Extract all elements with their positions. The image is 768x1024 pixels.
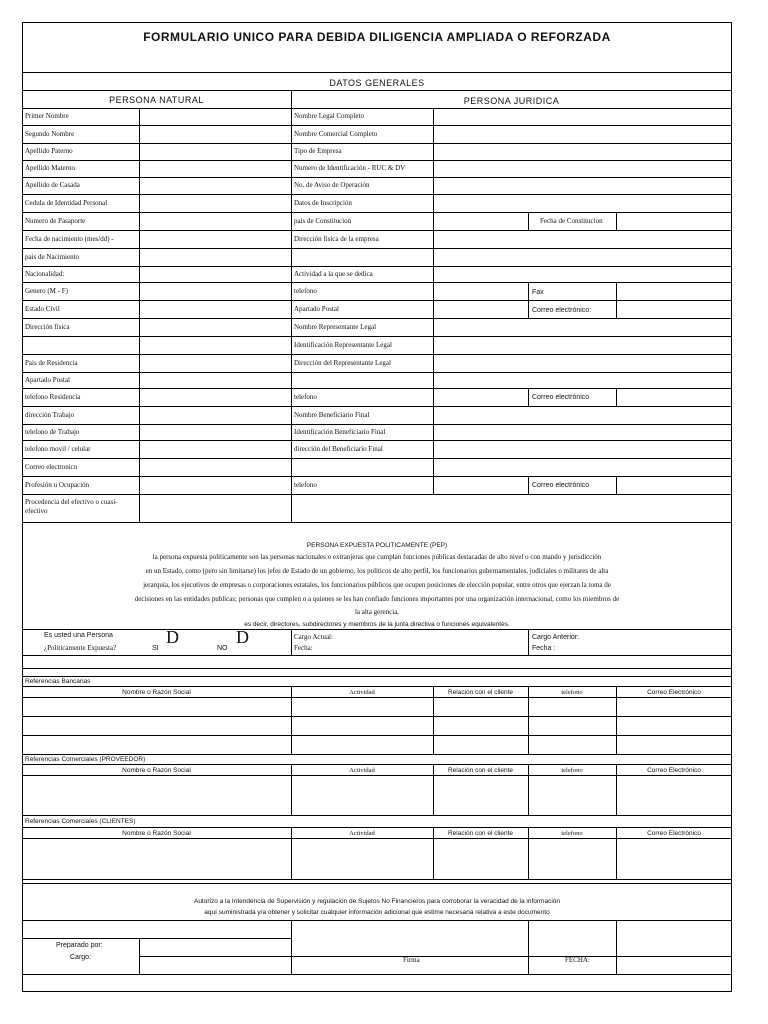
natural-field-input[interactable] <box>140 249 290 266</box>
ref-column-header: Nombre o Razón Social <box>122 689 191 696</box>
natural-field-input[interactable] <box>140 355 290 372</box>
juridica-field-input[interactable] <box>434 407 527 424</box>
natural-field-label: Dirección física <box>25 322 70 331</box>
autorizo-text-1: Autorizo a la Intendencia de Supervisión y regulación de Sujetos No Financieros para corroborar la veracidad de la información <box>193 898 560 905</box>
juridica-field-label: telefono <box>294 480 317 489</box>
juridica-field-input[interactable] <box>434 425 527 440</box>
pep-text-3: jerarquía, los ejecutivos de empresas o corporaciones estatales, los funcionarios públicos que ocupen posiciones de elección popular, entre otros que ejerzan la toma de <box>143 581 611 589</box>
juridica-field-input[interactable] <box>434 267 527 282</box>
juridica-field-label: Datos de Inscripción <box>294 198 352 207</box>
juridica-field-input[interactable] <box>434 178 527 194</box>
fecha-anterior-label: Fecha : <box>532 645 556 652</box>
natural-field-label: Nacionalidad: <box>25 269 65 278</box>
pep-text-1: la persona expuesta politicamente son las personas nacionales o extranjeras que cumplan funciones públicas destacadas de alto nivel o con mando y jurisdicción <box>152 553 602 561</box>
cargo-actual-label: Cargo Actual: <box>294 633 333 641</box>
natural-field-input[interactable] <box>140 373 290 388</box>
ref-column-header: Actividad <box>349 830 375 837</box>
juridica-field-label: pais de Constitucion <box>294 216 352 225</box>
ref-column-header: Nombre o Razón Social <box>122 767 191 774</box>
juridica-field-label: Tipo de Empresa <box>294 147 342 155</box>
juridica-field-input[interactable] <box>434 213 527 230</box>
natural-field-label: Apellido Paterno <box>25 147 73 155</box>
juridica-field-input[interactable] <box>434 337 527 354</box>
persona-natural-header: PERSONA NATURAL <box>109 95 204 105</box>
natural-field-label: pais de Nacimiento <box>25 252 80 261</box>
juridica-field-input[interactable] <box>434 389 527 406</box>
ref-column-header: Actividad <box>349 767 375 774</box>
natural-field-input[interactable] <box>140 459 290 476</box>
juridica-field-label: Nombre Beneficiario Final <box>294 410 370 419</box>
ref-column-header: Actividad <box>349 689 375 696</box>
natural-field-input[interactable] <box>140 267 290 282</box>
fecha-actual-label: Fecha: <box>294 644 313 652</box>
natural-field-input[interactable] <box>140 441 290 458</box>
ref-column-header: Relación con el cliente <box>447 767 514 774</box>
juridica-field-label: Dirección física de la empresa <box>294 234 379 243</box>
autorizo-text-2: aquí suministrada y/a obtener y solicitar cualquier información adicional que estime necesaria relativa a este documento <box>204 909 550 916</box>
fax-label: Fax <box>532 289 544 296</box>
natural-field-label: telefono movil / celular <box>25 444 91 453</box>
juridica-field-input[interactable] <box>434 195 527 212</box>
juridica-field-label: dirección del Beneficiario Final <box>294 444 383 453</box>
preparado-label: Preparado por: <box>56 942 103 949</box>
natural-field-input[interactable] <box>140 477 290 494</box>
natural-field-label: Estado Civil <box>25 304 60 313</box>
natural-field-label: Pais de Residencia <box>25 358 78 367</box>
pep-no-label: NO <box>217 645 228 652</box>
natural-field-input[interactable] <box>140 126 290 143</box>
juridica-field-label: Numero de Identificación - RUC & DV <box>294 164 406 172</box>
pep-question-2: ¿Politicamente Expuesta? <box>44 644 117 652</box>
natural-field-label: Apartado Postal <box>25 375 70 384</box>
natural-field-input[interactable] <box>140 161 290 177</box>
natural-field-input[interactable] <box>140 389 290 406</box>
ref-clientes-title: Referencias Comerciales (CLIENTES) <box>25 818 136 825</box>
juridica-field-input[interactable] <box>434 319 527 336</box>
natural-field-input[interactable] <box>140 337 290 354</box>
juridica-field-input[interactable] <box>434 373 527 388</box>
pep-text-4: decisiones en las entidades publicas; personas que cumplen o a quienes se les han confiado funciones importantes por una organización internacional, como los miembros de <box>134 595 620 603</box>
ref-column-header: Correo Electrónico <box>647 767 701 774</box>
natural-field-label: Primer Nombre <box>25 112 69 120</box>
natural-field-input[interactable] <box>140 283 290 300</box>
juridica-field-label: Nombre Comercial Completo <box>294 129 378 138</box>
juridica-field-label: Dirección del Representante Legal <box>294 358 391 367</box>
natural-field-input[interactable] <box>140 178 290 194</box>
correo-label-1: Correo electrónico: <box>532 307 592 314</box>
juridica-field-label: Identificación Representante Legal <box>294 340 392 349</box>
pep-question-1: Es usted una Persona <box>44 632 113 639</box>
firma-label: Firma <box>403 956 420 964</box>
ref-column-header: Nombre o Razón Social <box>122 830 191 837</box>
natural-field-label: Apellido Materno <box>25 164 75 172</box>
form-title: FORMULARIO UNICO PARA DEBIDA DILIGENCIA AMPLIADA O REFORZADA <box>143 30 611 44</box>
natural-field-label: Apellido de Casada <box>25 181 80 189</box>
correo-label-3: Correo electrónico <box>532 482 590 489</box>
ref-column-header: telefono <box>561 689 583 696</box>
natural-field-input[interactable] <box>140 301 290 318</box>
ref-column-header: telefono <box>561 767 583 774</box>
pep-no-checkbox[interactable]: D <box>236 627 249 647</box>
juridica-field-input[interactable] <box>434 355 527 372</box>
juridica-field-input[interactable] <box>434 477 527 494</box>
natural-field-input[interactable] <box>140 109 290 125</box>
natural-field-input[interactable] <box>140 213 290 230</box>
natural-field-input[interactable] <box>140 144 290 160</box>
cargo-label: Cargo: <box>70 954 92 961</box>
juridica-field-label: No. de Aviso de Operación <box>294 181 370 189</box>
natural-field-label: dirección Trabajo <box>25 410 75 419</box>
pep-text-2: en un Estado, como (pero sin limitarse) los jefes de Estado de un gobierno, los politicos de alto perfil, los funcionarios gubernamentales, judiciales o militares de alta <box>145 567 609 575</box>
ref-column-header: Relación con el cliente <box>447 689 514 696</box>
natural-field-input[interactable] <box>140 425 290 440</box>
fecha-footer-label: FECHA: <box>565 956 590 964</box>
ref-column-header: Relación con el cliente <box>447 830 514 837</box>
ref-proveedor-title: Referencias Comerciales (PROVEEDOR) <box>25 756 146 763</box>
natural-field-input[interactable] <box>140 195 290 212</box>
natural-field-label: telefono de Trabajo <box>25 427 80 436</box>
juridica-field-label: Nombre Legal Completo <box>294 112 364 120</box>
juridica-field-label: Apartado Postal <box>294 304 339 313</box>
juridica-field-input[interactable] <box>434 161 527 177</box>
correo-label-2: Correo electrónico <box>532 394 590 401</box>
juridica-field-label: telefono <box>294 286 317 295</box>
juridica-field-input[interactable] <box>434 144 527 160</box>
persona-juridica-header: PERSONA JURIDICA <box>463 96 560 106</box>
natural-field-label: Genero (M - F) <box>25 286 68 295</box>
juridica-field-label: Nombre Representante Legal <box>294 322 377 331</box>
natural-field-label: Correo electronico <box>25 462 78 471</box>
pep-title: PERSONA EXPUESTA POLITICAMENTE (PEP) <box>306 542 448 549</box>
ref-column-header: Correo Electrónico <box>647 689 701 696</box>
natural-field-input[interactable] <box>140 407 290 424</box>
natural-field-input[interactable] <box>140 319 290 336</box>
cargo-anterior-label: Cargo Anterior: <box>532 634 580 641</box>
juridica-field-input[interactable] <box>434 249 527 266</box>
ref-column-header: Correo Electrónico <box>647 830 701 837</box>
natural-field-label: Profesión u Ocupación <box>25 480 90 489</box>
ref-column-header: telefono <box>561 830 583 837</box>
natural-field-input[interactable] <box>140 231 290 248</box>
pep-text-5: la alta gerencia, <box>354 608 400 616</box>
juridica-field-input[interactable] <box>434 231 527 248</box>
natural-field-label: Fecha de nacimiento (mes/dd) - <box>25 234 114 243</box>
juridica-field-input[interactable] <box>434 283 527 300</box>
juridica-field-input[interactable] <box>434 109 527 125</box>
juridica-field-label: telefono <box>294 392 317 401</box>
pep-text-6: es decir, directores, subdirectores y miembros de la junta directiva o funciones equivalentes. <box>244 621 510 628</box>
juridica-field-label: Actividad a la que se dedica <box>294 269 373 278</box>
juridica-field-input[interactable] <box>434 301 527 318</box>
juridica-field-input[interactable] <box>434 126 527 143</box>
juridica-field-label: Identificación Beneficiario Final <box>294 427 386 436</box>
natural-field-label: Procedencia del efectivo o cuasi-efectivo <box>25 498 118 515</box>
juridica-field-input[interactable] <box>434 459 527 476</box>
fecha-constitucion-label: Fecha de Constitucion <box>540 217 603 225</box>
natural-field-label: Cedula de Identidad Personal <box>25 198 108 207</box>
natural-field-input[interactable] <box>140 495 290 522</box>
natural-field-label: Numero de Pasaporte <box>25 216 86 225</box>
pep-si-checkbox[interactable]: D <box>166 627 179 647</box>
pep-si-label: SI <box>152 645 159 652</box>
datos-generales-header: DATOS GENERALES <box>329 78 425 88</box>
natural-field-label: telefono Residencia <box>25 392 81 401</box>
ref-bancarias-title: Referencias Bancarias <box>25 678 91 685</box>
natural-field-label: Segundo Nombre <box>25 129 75 138</box>
juridica-field-input[interactable] <box>434 441 527 458</box>
